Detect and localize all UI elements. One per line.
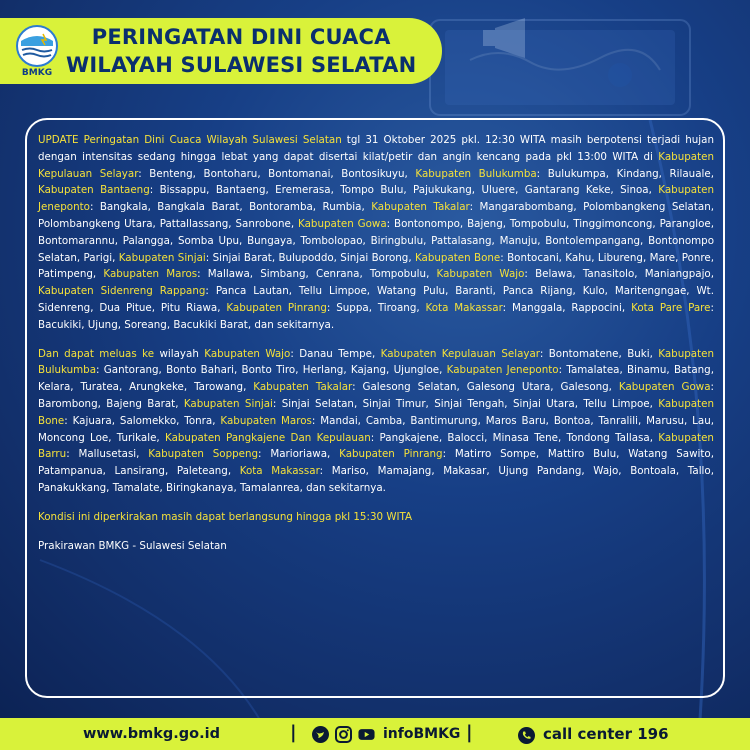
- area-list-text: : Belawa, Tanasitolo, Maniangpajo,: [524, 268, 714, 281]
- footer-separator-2: |: [466, 722, 473, 743]
- highlight-region-label: Kabupaten Pangkajene Dan Kepulauan: [165, 431, 371, 444]
- phone-icon: [518, 726, 535, 743]
- condition-text: Kondisi ini diperkirakan masih dapat berlangsung hingga pkl 15:30 WITA: [38, 510, 413, 523]
- instagram-icon[interactable]: [335, 726, 352, 743]
- area-list-text: : Bacukiki, Ujung, Soreang, Bacukiki Barat, dan sekitarnya.: [38, 301, 714, 331]
- area-list-text: : Galesong Selatan, Galesong Utara, Galesong,: [352, 381, 619, 394]
- highlight-region-label: UPDATE Peringatan Dini Cuaca Wilayah Sulawesi Selatan: [38, 134, 342, 146]
- highlight-region-label: Kota Pare Pare: [631, 301, 711, 314]
- highlight-region-label: Kabupaten Sinjai: [118, 251, 206, 264]
- highlight-region-label: Kabupaten Sinjai: [183, 397, 273, 410]
- area-list-text: : Mangarabombang, Polombangkeng Selatan, Polombangkeng Utara, Pattallassang, Sanrobone,: [38, 201, 715, 230]
- website-link[interactable]: www.bmkg.go.id: [83, 726, 220, 742]
- area-list-text: : Mariso, Mamajang, Makasar, Ujung Pandang, Wajo, Bontoala, Tallo, Panakukkang, Tamalate, Biringkanaya, Tamalanrea, dan sekitarnya.: [38, 465, 714, 494]
- highlight-region-label: Kabupaten Pinrang: [226, 301, 327, 314]
- area-list-text: : Gantorang, Bonto Bahari, Bonto Tiro, Herlang, Kajang, Ujungloe,: [96, 364, 447, 377]
- area-list-text: : Mallawa, Simbang, Cenrana, Tompobulu,: [197, 268, 437, 281]
- highlight-region-label: Kabupaten Bone: [38, 397, 714, 427]
- area-list-text: tgl 31 Oktober 2025 pkl. 12:30 WITA masih berpotensi terjadi hujan dengan intensitas sedang hingga lebat yang dapat disertai kilat/petir dan angin kencang pada pkl 13:00 WITA di: [38, 134, 714, 163]
- forecaster-signature: Prakirawan BMKG - Sulawesi Selatan: [38, 539, 227, 552]
- warning-paragraph-2: [38, 346, 714, 497]
- area-list-text: wilayah: [154, 347, 205, 360]
- tablet-illustration: [430, 20, 690, 115]
- megaphone-icon: [483, 18, 525, 58]
- highlight-region-label: Kabupaten Bantaeng: [38, 184, 150, 197]
- call-center-text[interactable]: call center 196: [543, 725, 669, 743]
- highlight-region-label: Kabupaten Bulukumba: [38, 347, 714, 377]
- highlight-region-label: Kabupaten Takalar: [371, 201, 470, 214]
- area-list-text: : Bissappu, Bantaeng, Eremerasa, Tompo Bulu, Pajukukang, Uluere, Gantarang Keke, Sinoa,: [149, 184, 659, 197]
- area-list-text: : Bangkala, Bangkala Barat, Bontoramba, Rumbia,: [89, 201, 372, 214]
- warning-content-box: [25, 118, 725, 698]
- highlight-region-label: Kota Makassar: [239, 465, 320, 478]
- area-list-text: : Mandai, Camba, Bantimurung, Maros Baru, Bontoa, Tanralili, Marusu, Lau, Moncong Loe, Turikale,: [38, 414, 715, 444]
- highlight-region-label: Kabupaten Pinrang: [339, 448, 443, 461]
- bmkg-logo: [12, 22, 62, 80]
- social-handle[interactable]: infoBMKG: [383, 726, 461, 742]
- area-list-text: : Danau Tempe,: [290, 347, 381, 360]
- bmkg-logo-icon: [15, 25, 59, 67]
- highlight-region-label: Kabupaten Wajo: [204, 347, 291, 360]
- highlight-region-label: Kabupaten Gowa: [618, 381, 711, 394]
- area-list-text: : Sinjai Selatan, Sinjai Timur, Sinjai Tengah, Sinjai Utara, Tellu Limpoe,: [272, 397, 659, 410]
- area-list-text: : Pangkajene, Balocci, Minasa Tene, Tondong Tallasa,: [370, 431, 659, 444]
- highlight-region-label: Kabupaten Maros: [103, 268, 198, 281]
- highlight-region-label: Kabupaten Jeneponto: [446, 364, 559, 377]
- area-list-text: : Matirro Sompe, Mattiro Bulu, Watang Sawito, Patampanua, Lansirang, Paleteang,: [38, 448, 714, 478]
- highlight-region-label: Kota Makassar: [425, 301, 503, 314]
- highlight-region-label: Kabupaten Jeneponto: [38, 184, 714, 214]
- area-list-text: : Mallusetasi,: [66, 448, 149, 461]
- highlight-region-label: Dan dapat meluas ke: [38, 347, 155, 360]
- footer-separator-1: |: [290, 722, 297, 743]
- area-list-text: : Marioriawa,: [258, 448, 340, 461]
- title-block: [66, 23, 416, 79]
- highlight-region-label: Kabupaten Bulukumba: [415, 167, 537, 180]
- warning-paragraph-1: [38, 132, 714, 334]
- area-list-text: : Tamalatea, Binamu, Batang, Kelara, Turatea, Arungkeke, Tarowang,: [38, 364, 714, 394]
- area-list-text: : Manggala, Rappocini,: [502, 301, 632, 314]
- footer-bar: [0, 718, 750, 750]
- highlight-region-label: Kabupaten Bone: [414, 251, 501, 264]
- twitter-icon[interactable]: [312, 726, 329, 743]
- title-line-1: PERINGATAN DINI CUACA: [91, 25, 391, 49]
- social-links: [312, 726, 460, 743]
- highlight-region-label: Kabupaten Barru: [38, 431, 714, 461]
- area-list-text: : Bontocani, Kahu, Libureng, Mare, Ponre, Patimpeng,: [38, 251, 715, 281]
- area-list-text: : Sinjai Barat, Bulupoddo, Sinjai Borong,: [205, 251, 415, 264]
- highlight-region-label: Kabupaten Gowa: [298, 217, 387, 230]
- area-list-text: : Suppa, Tiroang,: [326, 301, 426, 314]
- area-list-text: : Kajuara, Salomekko, Tonra,: [64, 414, 221, 427]
- highlight-region-label: Kabupaten Takalar: [253, 381, 353, 394]
- area-list-text: : Bulukumpa, Kindang, Rilauale,: [536, 167, 714, 180]
- highlight-region-label: Kabupaten Kepulauan Selayar: [380, 347, 540, 360]
- highlight-region-label: Kabupaten Wajo: [436, 268, 525, 281]
- highlight-region-label: Kabupaten Sidenreng Rappang: [38, 285, 206, 298]
- area-list-text: : Barombong, Bajeng Barat,: [38, 381, 714, 410]
- highlight-region-label: Kabupaten Soppeng: [148, 448, 259, 461]
- highlight-region-label: Kabupaten Kepulauan Selayar: [38, 150, 714, 180]
- header-banner: [0, 18, 442, 84]
- area-list-text: : Benteng, Bontoharu, Bontomanai, Bontosikuyu,: [138, 167, 416, 180]
- call-center[interactable]: [518, 725, 669, 743]
- highlight-region-label: Kabupaten Maros: [220, 414, 312, 427]
- logo-text: BMKG: [21, 67, 53, 78]
- youtube-icon[interactable]: [358, 726, 375, 743]
- area-list-text: : Bontomatene, Buki,: [539, 347, 659, 360]
- area-list-text: : Bontonompo, Bajeng, Tompobulu, Tinggimoncong, Parangloe, Bontomarannu, Palangga, Somba Upu, Bungaya, Tombolopao, Biringbulu, Pattalasang, Manuju, Bontolempangang, Bontonompo Selatan, Parigi,: [38, 217, 714, 264]
- title-line-2: WILAYAH SULAWESI SELATAN: [66, 53, 417, 77]
- area-list-text: : Panca Lautan, Tellu Limpoe, Watang Pulu, Baranti, Panca Rijang, Kulo, Maritengngae, Wt. Sidenreng, Dua Pitue, Pitu Riawa,: [38, 285, 714, 314]
